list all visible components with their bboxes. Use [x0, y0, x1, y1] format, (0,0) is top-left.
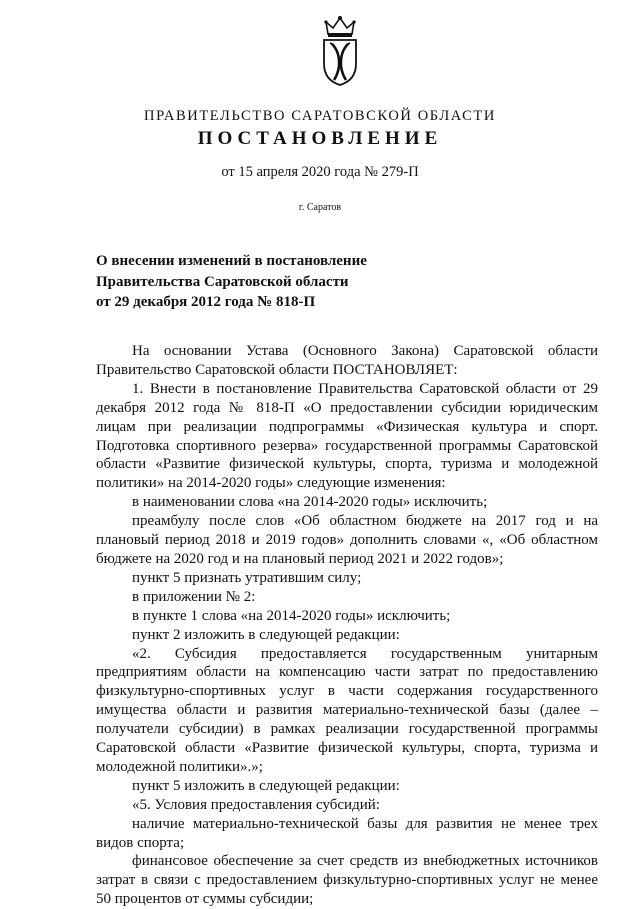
subject-line: Правительства Саратовской области: [96, 273, 349, 290]
body-paragraph: «2. Субсидия предоставляется государственным унитарным предприятиям области на компенсацию части затрат по предоставлению физкультурно-спортивных услуг в части содержания государственного имущества области и развития материально-технической базы (далее – получатели субсидии) в рамках реализации государственной программы Саратовской области «Развитие физической культуры, спорта, туризма и молодежной политики».»;: [96, 645, 598, 775]
government-name: ПРАВИТЕЛЬСТВО САРАТОВСКОЙ ОБЛАСТИ: [144, 108, 496, 124]
document-type: ПОСТАНОВЛЕНИЕ: [197, 128, 443, 149]
body-paragraph: финансовое обеспечение за счет средств из внебюджетных источников затрат в связи с предоставлением физкультурно-спортивных услуг не менее 50 процентов от суммы субсидии;: [96, 853, 598, 908]
body-paragraph: «5. Условия предоставления субсидий:: [132, 796, 380, 813]
body-paragraph: На основании Устава (Основного Закона) Саратовской области Правительство Саратовской области ПОСТАНОВЛЯЕТ:: [96, 343, 598, 378]
subject-line: от 29 декабря 2012 года № 818-П: [96, 294, 316, 310]
body-paragraph: наличие материально-технической базы для развития не менее трех видов спорта;: [96, 815, 598, 851]
body-paragraph: пункт 2 изложить в следующей редакции:: [132, 626, 400, 643]
body-paragraph: в пункте 1 слова «на 2014-2020 годы» исключить;: [132, 607, 451, 624]
coat-of-arms-icon: [318, 14, 362, 86]
body-paragraph: преамбулу после слов «Об областном бюджете на 2017 год и на плановый период 2018 и 2019 годов» дополнить словами «, «Об областном бюджете на 2020 год и на плановый период 2021 и 2022 годов»;: [96, 513, 598, 567]
document-place: г. Саратов: [298, 202, 342, 213]
body-paragraph: 1. Внести в постановление Правительства Саратовской области от 29 декабря 2012 года № 818-П «О предоставлении субсидии юридическим лицам при реализации подпрограммы «Физическая культура и спорт. Подготовка спортивного резерва» государственной программы Саратовской области «Развитие физической культуры, спорта, туризма и молодежной политики» на 2014-2020 годы» следующие изменения:: [96, 380, 598, 492]
document-body: [96, 342, 598, 909]
body-paragraph: пункт 5 признать утратившим силу;: [132, 569, 362, 586]
document-subject: [96, 251, 426, 313]
document-date-number: от 15 апреля 2020 года № 279-П: [221, 164, 419, 180]
body-paragraph: в приложении № 2:: [132, 588, 256, 605]
subject-line: О внесении изменений в постановление: [96, 253, 367, 269]
body-paragraph: пункт 5 изложить в следующей редакции:: [132, 777, 400, 794]
body-paragraph: в наименовании слова «на 2014-2020 годы» исключить;: [132, 494, 488, 511]
